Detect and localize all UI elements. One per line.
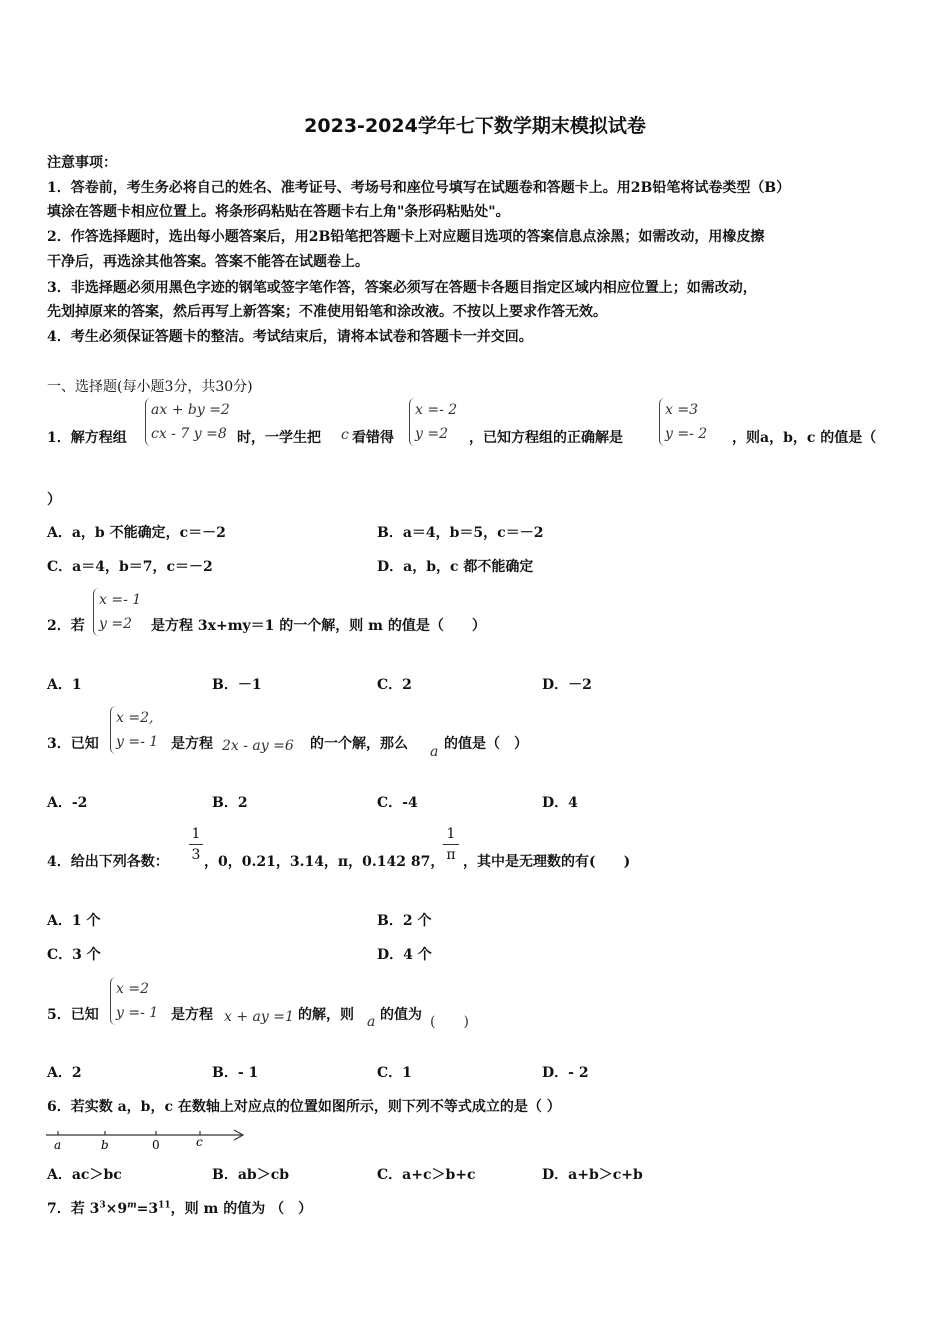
- q5-text: 是方程: [171, 1007, 213, 1023]
- q7-times: ×9: [105, 1201, 128, 1217]
- q5-option-d[interactable]: D．- 2: [542, 1065, 589, 1081]
- q6-option-c[interactable]: C．a+c＞b+c: [377, 1167, 476, 1183]
- q5-system: [110, 977, 158, 1025]
- equation: x =- 1: [99, 592, 142, 608]
- note-line: 2．作答选择题时，选出每小题答案后，用2B铅笔把答题卡上对应题目选项的答案信息点涂黑；如需改动，用橡皮擦: [47, 229, 765, 245]
- q3-prefix: 3．已知: [47, 736, 99, 752]
- q5-text: 的解，则: [298, 1007, 354, 1023]
- q7-equals: =3: [136, 1201, 159, 1217]
- equation: x =2,: [116, 710, 154, 726]
- q1-text: ，已知方程组的正确解是: [469, 430, 623, 446]
- q5-equation: x + ay =1: [224, 1009, 294, 1025]
- denominator: π: [446, 847, 456, 863]
- note-line: 填涂在答题卡相应位置上。将条形码粘贴在答题卡右上角"条形码粘贴处"。: [47, 204, 510, 220]
- equation: ax + by =2: [151, 402, 230, 418]
- q1-prefix: 1．解方程组: [47, 430, 127, 446]
- equation: x =2: [116, 981, 149, 997]
- q4-prefix: 4．给出下列各数：: [47, 854, 169, 870]
- exponent: 3: [99, 1200, 106, 1211]
- q2-text: 是方程 3x+my＝1 的一个解，则 m 的值是（ ）: [151, 618, 486, 634]
- q1-option-b[interactable]: B．a＝4，b＝5，c＝－2: [377, 525, 544, 541]
- q3-text: 是方程: [171, 736, 213, 752]
- q6-option-b[interactable]: B．ab＞cb: [212, 1167, 290, 1183]
- denominator: 3: [191, 847, 201, 863]
- q4-text: ，其中是无理数的有( ): [463, 854, 631, 870]
- q1-text: 时，一学生把: [237, 430, 321, 446]
- q2-system: [93, 588, 141, 636]
- equation: cx - 7 y =8: [151, 426, 227, 442]
- note-line: 3．非选择题必须用黑色字迹的钢笔或签字笔作答，答案必须写在答题卡各题目指定区域内相应位置上；如需改动，: [47, 280, 757, 296]
- q5-option-c[interactable]: C．1: [377, 1065, 412, 1081]
- section-heading: 一、选择题(每小题3分，共30分): [47, 379, 253, 395]
- q4-option-a[interactable]: A．1 个: [47, 913, 101, 929]
- q5-text: 的值为: [380, 1007, 422, 1023]
- q2-option-c[interactable]: C．2: [377, 677, 412, 693]
- q4-fraction-one-over-pi: [443, 826, 459, 863]
- q5-paren: ( ): [430, 1014, 469, 1030]
- q2-prefix: 2．若: [47, 618, 85, 634]
- numerator: 1: [191, 826, 201, 842]
- note-line: 4．考生必须保证答题卡的整洁。考试结束后，请将本试卷和答题卡一并交回。: [47, 329, 533, 345]
- equation: y =2: [415, 426, 448, 442]
- q4-option-b[interactable]: B．2 个: [377, 913, 432, 929]
- q2-option-b[interactable]: B．－1: [212, 677, 262, 693]
- q7-text: [47, 1198, 312, 1218]
- exponent: 11: [158, 1200, 171, 1211]
- q5-option-b[interactable]: B．- 1: [212, 1065, 259, 1081]
- q1-close: ）: [47, 492, 61, 508]
- q3-option-d[interactable]: D．4: [542, 795, 578, 811]
- notes-heading: 注意事项：: [47, 155, 117, 171]
- q3-option-c[interactable]: C．-4: [377, 795, 418, 811]
- q5-prefix: 5．已知: [47, 1007, 99, 1023]
- axis-label-b: b: [101, 1138, 109, 1152]
- note-line: 先划掉原来的答案，然后再写上新答案；不准使用铅笔和涂改液。不按以上要求作答无效。: [47, 304, 607, 320]
- q6-text: 6．若实数 a，b，c 在数轴上对应点的位置如图所示，则下列不等式成立的是（ ）: [47, 1099, 561, 1115]
- q1-variable: c: [341, 427, 349, 443]
- equation: y =- 2: [665, 426, 708, 442]
- q4-option-c[interactable]: C．3 个: [47, 947, 101, 963]
- q1-system-c: [659, 398, 707, 446]
- equation: x =3: [665, 402, 698, 418]
- q6-option-a[interactable]: A．ac＞bc: [47, 1167, 122, 1183]
- q1-option-d[interactable]: D．a，b，c 都不能确定: [377, 559, 534, 575]
- q2-option-a[interactable]: A．1: [47, 677, 82, 693]
- q3-variable: a: [430, 744, 439, 760]
- q3-system: [110, 706, 158, 754]
- equation: y =- 1: [116, 734, 159, 750]
- note-line: 干净后，再选涂其他答案。答案不能答在试题卷上。: [47, 254, 369, 270]
- q3-option-b[interactable]: B．2: [212, 795, 248, 811]
- number-line-figure: [44, 1124, 250, 1152]
- q5-variable: a: [367, 1014, 376, 1030]
- equation: y =2: [99, 616, 132, 632]
- q1-option-c[interactable]: C．a＝4，b＝7，c＝－2: [47, 559, 213, 575]
- axis-label-c: c: [196, 1135, 203, 1149]
- q1-text: ，则a，b，c 的值是（: [732, 430, 877, 446]
- q5-option-a[interactable]: A．2: [47, 1065, 82, 1081]
- q7-prefix: 7．若 3: [47, 1201, 100, 1217]
- equation: x =- 2: [415, 402, 458, 418]
- q1-system-a: [145, 398, 230, 446]
- page-title: 2023-2024学年七下数学期末模拟试卷: [304, 115, 646, 137]
- q4-option-d[interactable]: D．4 个: [377, 947, 432, 963]
- q3-text: 的一个解，那么: [310, 736, 408, 752]
- q2-option-d[interactable]: D．－2: [542, 677, 592, 693]
- q3-option-a[interactable]: A．-2: [47, 795, 88, 811]
- note-line: 1．答卷前，考生务必将自己的姓名、准考证号、考场号和座位号填写在试题卷和答题卡上。用2B铅笔将试卷类型（B）: [47, 180, 791, 196]
- q4-number-list: ，0，0.21，3.14，π，0.142 87，: [204, 854, 445, 870]
- q4-fraction-one-third: [189, 826, 203, 863]
- q6-option-d[interactable]: D．a+b＞c+b: [542, 1167, 643, 1183]
- axis-label-zero: 0: [152, 1138, 160, 1152]
- axis-label-a: a: [54, 1138, 62, 1152]
- q1-system-b: [409, 398, 457, 446]
- numerator: 1: [446, 826, 456, 842]
- q7-question: ，则 m 的值为 （ ）: [170, 1201, 313, 1217]
- q3-text: 的值是（ ）: [444, 736, 528, 752]
- q1-text: 看错得: [352, 430, 394, 446]
- exponent: m: [127, 1200, 137, 1211]
- equation: y =- 1: [116, 1005, 159, 1021]
- q1-option-a[interactable]: A．a，b 不能确定，c＝－2: [47, 525, 226, 541]
- q3-equation: 2x - ay =6: [222, 738, 294, 754]
